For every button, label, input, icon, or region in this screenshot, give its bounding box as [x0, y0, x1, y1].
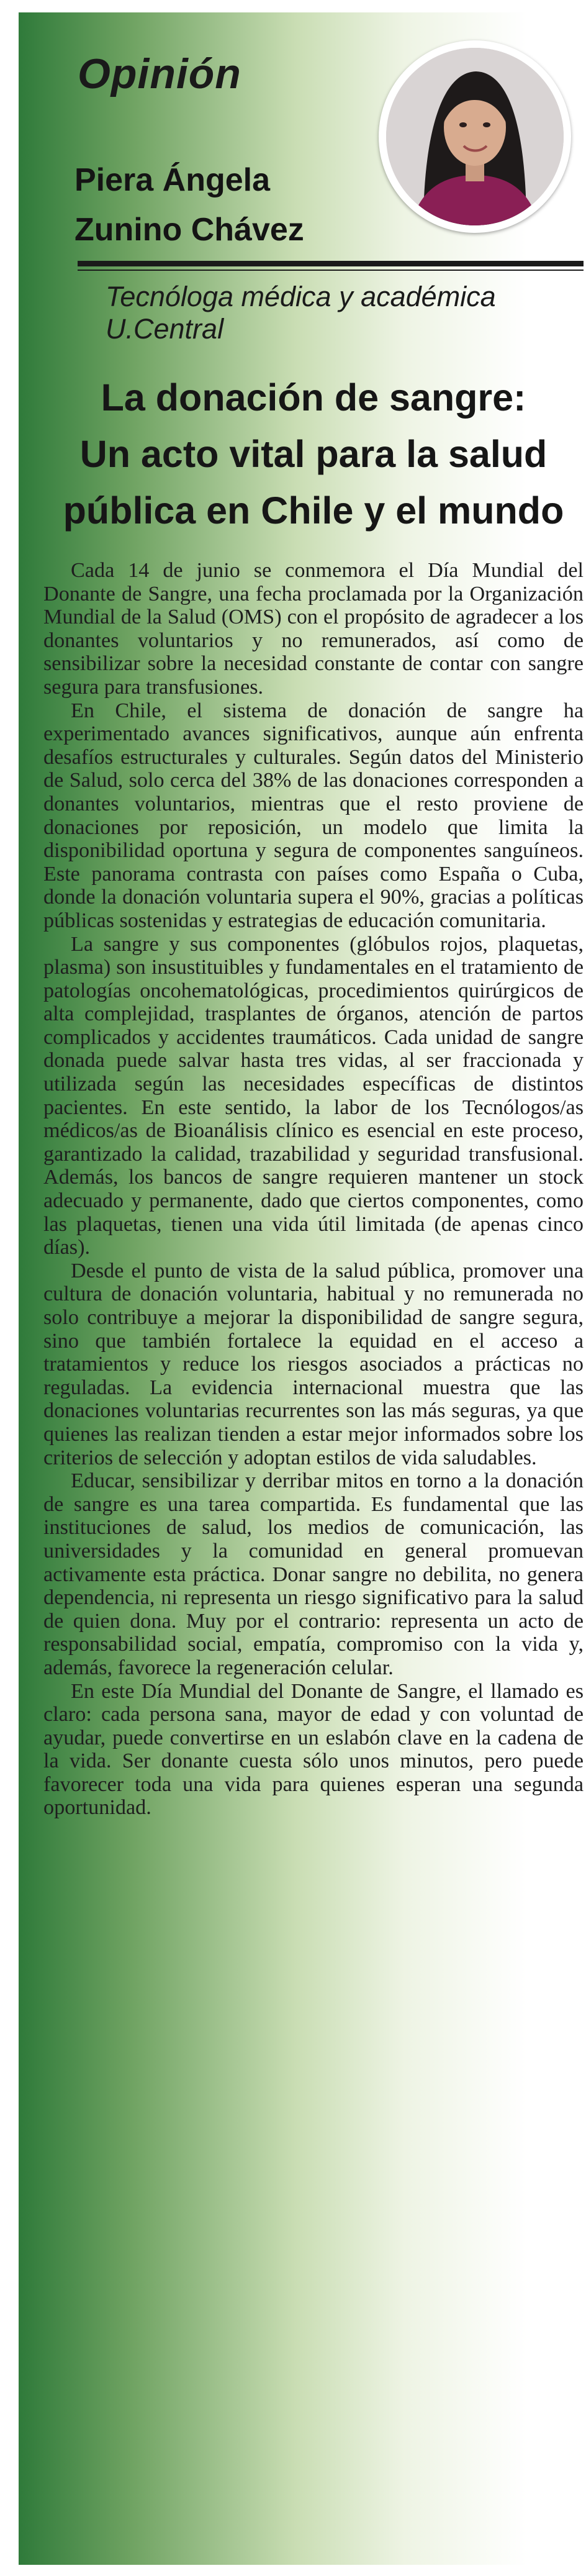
body-paragraph: En este Día Mundial del Donante de Sangre, el llamado es claro: cada persona sana, mayor de edad y con voluntad de ayudar, puede convertirse en un eslabón clave en la cadena de la vida. Ser donante cuesta sólo unos minutos, pero puede favorecer toda una vida para quienes esperan una segunda oportunidad.: [43, 1679, 584, 1820]
header-rule-thin: [78, 270, 584, 271]
article-column: [19, 12, 584, 2565]
headline-line-1: La donación de sangre:: [101, 376, 526, 419]
body-paragraph: En Chile, el sistema de donación de sangre ha experimentado avances significativos, aunque aún enfrenta desafíos estructurales y culturales. Según datos del Ministerio de Salud, solo cerca del 38% de las donaciones corresponden a donantes voluntarios, mientras que el resto proviene de donaciones por reposición, un modelo que limita la disponibilidad oportuna y segura de componentes sanguíneos. Este panorama contrasta con países como España o Cuba, donde la donación voluntaria supera el 90%, gracias a políticas públicas sostenidas y estrategias de educación comunitaria.: [43, 699, 584, 932]
body-paragraph: Educar, sensibilizar y derribar mitos en torno a la donación de sangre es una tarea compartida. Es fundamental que las instituciones de salud, los medios de comunicación, las universidades y la comunidad en general promuevan activamente esta práctica. Donar sangre no debilita, no genera dependencia, ni representa un riesgo significativo para la salud de quien dona. Muy por el contrario: representa un acto de responsabilidad social, empatía, compromiso con la vida y, además, favorece la regeneración celular.: [43, 1469, 584, 1679]
article-body: [43, 559, 584, 1820]
author-second-line: Zunino Chávez: [74, 212, 304, 248]
header-rule: [78, 261, 584, 266]
headline-line-3: pública en Chile y el mundo: [63, 489, 564, 532]
body-paragraph: Cada 14 de junio se conmemora el Día Mundial del Donante de Sangre, una fecha proclamada por la Organización Mundial de la Salud (OMS) con el propósito de agradecer a los donantes voluntarios y no remunerados, así como de sensibilizar sobre la necesidad constante de contar con sangre segura para transfusiones.: [43, 559, 584, 699]
section-label: Opinión: [78, 50, 241, 98]
headline-line-2: Un acto vital para la salud: [79, 433, 548, 475]
article-headline: [43, 370, 584, 539]
body-paragraph: La sangre y sus componentes (glóbulos rojos, plaquetas, plasma) son insustituibles y fundamentales en el tratamiento de patologías oncohematológicas, procedimientos quirúrgicos de alta complejidad, trasplantes de órganos, atención de partos complicados y accidentes traumáticos. Cada unidad de sangre donada puede salvar hasta tres vidas, al ser fraccionada y utilizada según las necesidades específicas de distintos pacientes. En este sentido, la labor de los Tecnólogos/as médicos/as de Bioanálisis clínico es esencial en este proceso, garantizado la calidad, trazabilidad y seguridad transfusional. Además, los bancos de sangre requieren mantener un stock adecuado y permanente, dado que ciertos componentes, como las plaquetas, tienen una vida útil limitada (de apenas cinco días).: [43, 932, 584, 1259]
author-photo: [386, 48, 564, 225]
author-role: Tecnóloga médica y académica U.Central: [106, 281, 496, 345]
body-paragraph: Desde el punto de vista de la salud pública, promover una cultura de donación voluntaria, habitual y no remunerada no solo contribuye a mejorar la disponibilidad de sangre segura, sino que también fortalece la equidad en el acceso a tratamientos y reduce los riesgos asociados a prácticas no reguladas. La evidencia internacional muestra que las donaciones voluntarias recurrentes son las más seguras, ya que quienes las realizan tienden a estar mejor informados sobre los criterios de selección y adoptan estilos de vida saludables.: [43, 1259, 584, 1469]
author-name: [74, 155, 304, 255]
author-photo-frame: [379, 40, 571, 233]
author-portrait-icon: [386, 48, 564, 225]
author-first-line: Piera Ángela: [74, 162, 271, 198]
